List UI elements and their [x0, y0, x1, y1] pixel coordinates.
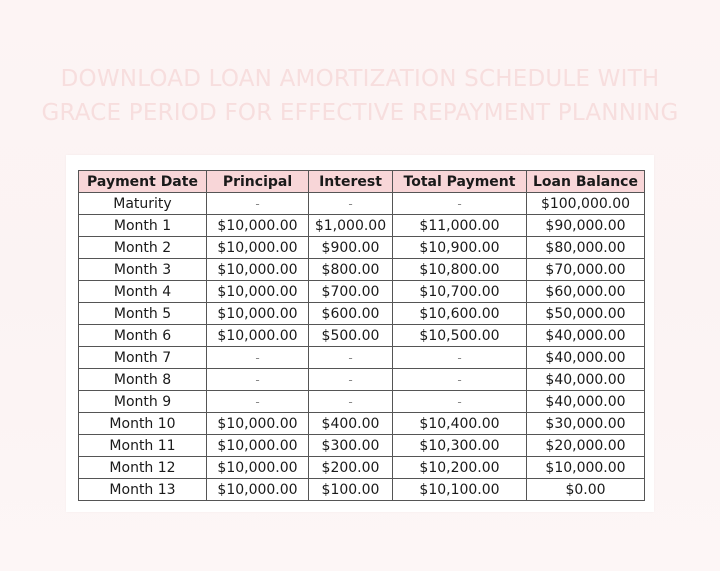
interest-cell: $600.00: [309, 303, 393, 325]
interest-cell: $200.00: [309, 457, 393, 479]
header-interest: Interest: [309, 171, 393, 193]
principal-cell: $10,000.00: [207, 237, 309, 259]
table-row: [79, 413, 645, 435]
payment-date-cell: Maturity: [79, 193, 207, 215]
loan-balance-cell: $100,000.00: [527, 193, 645, 215]
payment-date-cell: Month 11: [79, 435, 207, 457]
total-payment-cell: $10,900.00: [393, 237, 527, 259]
total-payment-cell: -: [393, 391, 527, 413]
header-row: [79, 171, 645, 193]
principal-cell: $10,000.00: [207, 215, 309, 237]
total-payment-cell: $10,300.00: [393, 435, 527, 457]
table-row: [79, 347, 645, 369]
interest-cell: $900.00: [309, 237, 393, 259]
loan-balance-cell: $40,000.00: [527, 347, 645, 369]
interest-cell: $500.00: [309, 325, 393, 347]
table-row: [79, 391, 645, 413]
interest-cell: $1,000.00: [309, 215, 393, 237]
header-loan-balance: Loan Balance: [527, 171, 645, 193]
principal-cell: $10,000.00: [207, 457, 309, 479]
total-payment-cell: $10,700.00: [393, 281, 527, 303]
loan-balance-cell: $20,000.00: [527, 435, 645, 457]
page-title: [0, 62, 720, 130]
principal-cell: $10,000.00: [207, 259, 309, 281]
principal-cell: $10,000.00: [207, 325, 309, 347]
total-payment-cell: $10,200.00: [393, 457, 527, 479]
interest-cell: $100.00: [309, 479, 393, 501]
header-total-payment: Total Payment: [393, 171, 527, 193]
total-payment-cell: -: [393, 347, 527, 369]
header-principal: Principal: [207, 171, 309, 193]
principal-cell: $10,000.00: [207, 479, 309, 501]
loan-balance-cell: $0.00: [527, 479, 645, 501]
payment-date-cell: Month 12: [79, 457, 207, 479]
total-payment-cell: $10,600.00: [393, 303, 527, 325]
loan-balance-cell: $30,000.00: [527, 413, 645, 435]
total-payment-cell: $10,100.00: [393, 479, 527, 501]
payment-date-cell: Month 1: [79, 215, 207, 237]
total-payment-cell: $10,800.00: [393, 259, 527, 281]
interest-cell: $700.00: [309, 281, 393, 303]
payment-date-cell: Month 7: [79, 347, 207, 369]
loan-balance-cell: $60,000.00: [527, 281, 645, 303]
interest-cell: $400.00: [309, 413, 393, 435]
table-row: [79, 457, 645, 479]
interest-cell: $800.00: [309, 259, 393, 281]
table-row: [79, 259, 645, 281]
total-payment-cell: $10,400.00: [393, 413, 527, 435]
loan-balance-cell: $10,000.00: [527, 457, 645, 479]
table-row: [79, 479, 645, 501]
total-payment-cell: -: [393, 369, 527, 391]
total-payment-cell: -: [393, 193, 527, 215]
header-payment-date: Payment Date: [79, 171, 207, 193]
payment-date-cell: Month 2: [79, 237, 207, 259]
table-row: [79, 193, 645, 215]
principal-cell: -: [207, 391, 309, 413]
page-title-line-2: GRACE PERIOD FOR EFFECTIVE REPAYMENT PLANNING: [41, 100, 679, 126]
payment-date-cell: Month 5: [79, 303, 207, 325]
principal-cell: $10,000.00: [207, 435, 309, 457]
loan-balance-cell: $40,000.00: [527, 325, 645, 347]
table-row: [79, 303, 645, 325]
payment-date-cell: Month 8: [79, 369, 207, 391]
interest-cell: -: [309, 369, 393, 391]
payment-date-cell: Month 13: [79, 479, 207, 501]
principal-cell: $10,000.00: [207, 413, 309, 435]
loan-balance-cell: $90,000.00: [527, 215, 645, 237]
principal-cell: -: [207, 347, 309, 369]
principal-cell: -: [207, 369, 309, 391]
total-payment-cell: $11,000.00: [393, 215, 527, 237]
table-row: [79, 215, 645, 237]
payment-date-cell: Month 4: [79, 281, 207, 303]
table-row: [79, 281, 645, 303]
table-row: [79, 237, 645, 259]
principal-cell: $10,000.00: [207, 303, 309, 325]
table-row: [79, 325, 645, 347]
principal-cell: $10,000.00: [207, 281, 309, 303]
interest-cell: -: [309, 391, 393, 413]
payment-date-cell: Month 3: [79, 259, 207, 281]
loan-balance-cell: $40,000.00: [527, 369, 645, 391]
payment-date-cell: Month 6: [79, 325, 207, 347]
interest-cell: $300.00: [309, 435, 393, 457]
amortization-table: [78, 170, 645, 501]
loan-balance-cell: $40,000.00: [527, 391, 645, 413]
interest-cell: -: [309, 193, 393, 215]
loan-balance-cell: $80,000.00: [527, 237, 645, 259]
table-row: [79, 369, 645, 391]
total-payment-cell: $10,500.00: [393, 325, 527, 347]
loan-balance-cell: $70,000.00: [527, 259, 645, 281]
interest-cell: -: [309, 347, 393, 369]
page-title-line-1: DOWNLOAD LOAN AMORTIZATION SCHEDULE WITH: [60, 66, 660, 92]
loan-balance-cell: $50,000.00: [527, 303, 645, 325]
principal-cell: -: [207, 193, 309, 215]
payment-date-cell: Month 10: [79, 413, 207, 435]
table-row: [79, 435, 645, 457]
payment-date-cell: Month 9: [79, 391, 207, 413]
table-body: [79, 193, 645, 501]
